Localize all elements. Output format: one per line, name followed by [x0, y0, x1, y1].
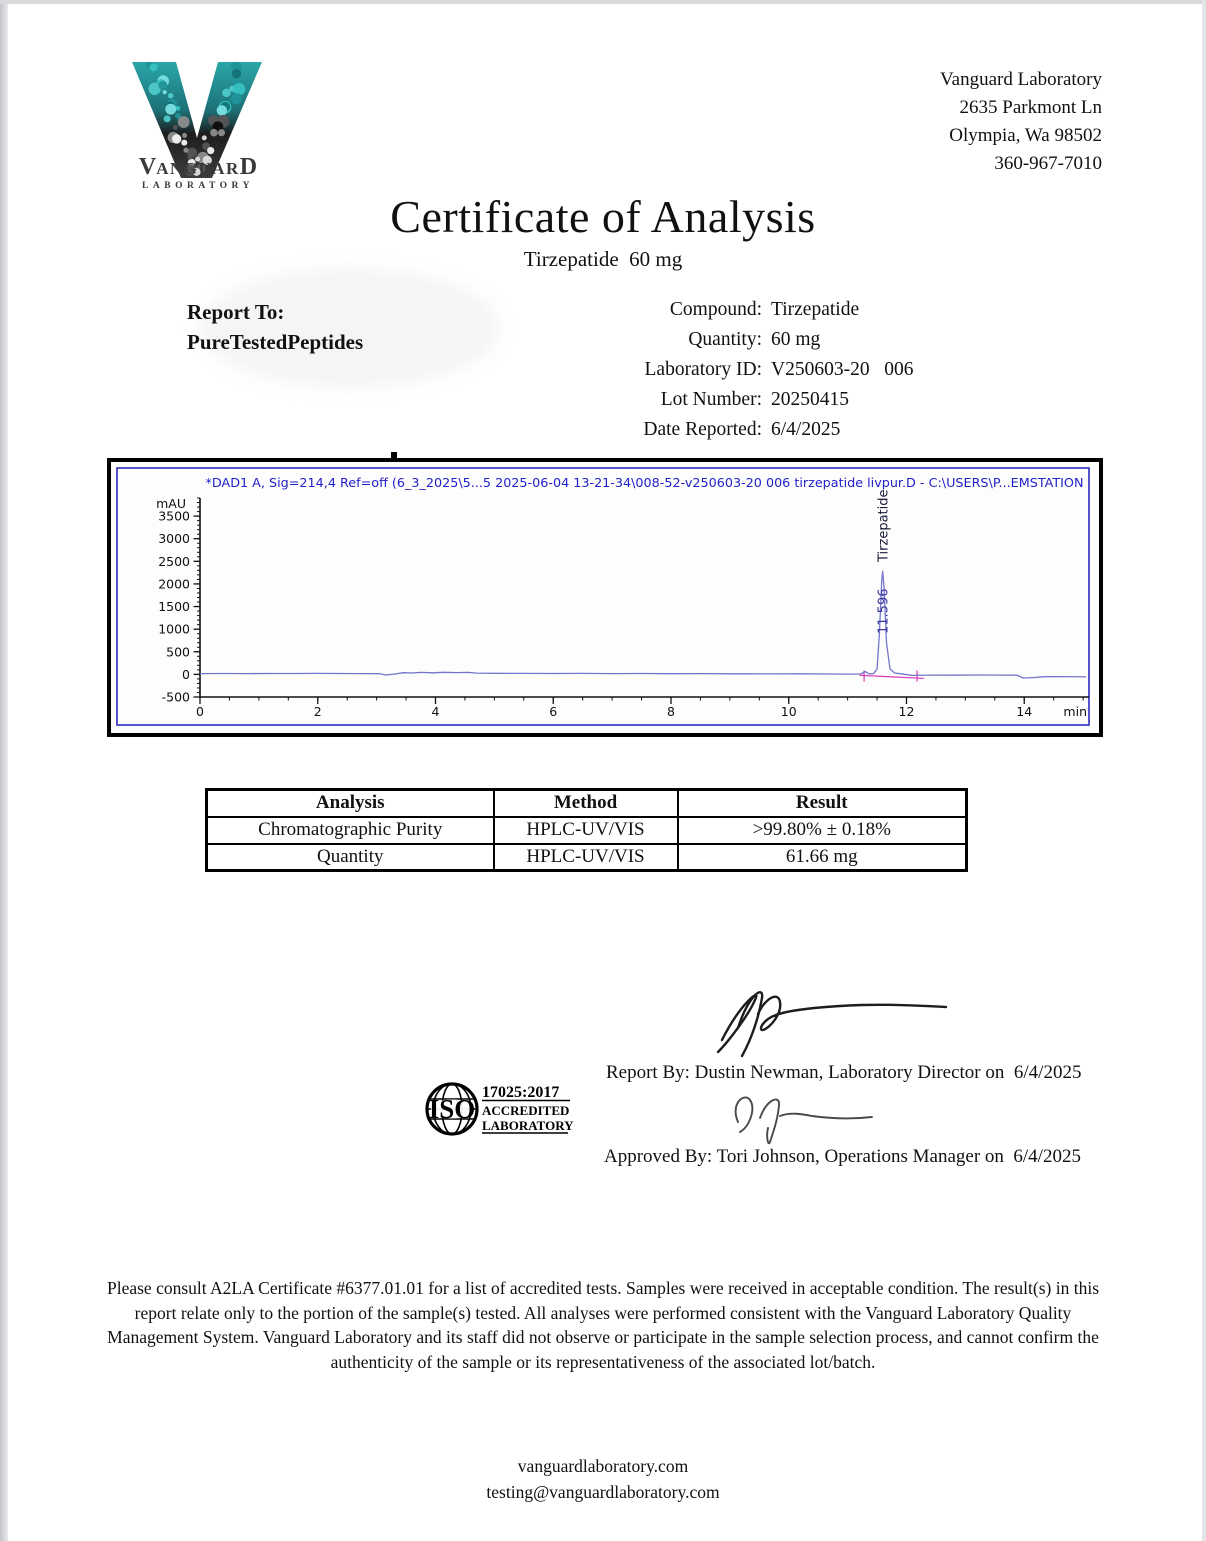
table-cell: >99.80% ± 0.18% — [678, 817, 967, 844]
results-table — [205, 788, 968, 872]
table-cell: Quantity — [207, 844, 494, 871]
table-row — [207, 817, 967, 844]
svg-text:2: 2 — [313, 704, 322, 719]
svg-text:3000: 3000 — [158, 531, 190, 547]
svg-text:2500: 2500 — [158, 553, 190, 569]
approved-by-signature — [722, 1090, 892, 1148]
info-value: 60 mg — [771, 329, 821, 350]
svg-text:1000: 1000 — [158, 621, 190, 637]
svg-text:4: 4 — [431, 704, 440, 719]
svg-text:12: 12 — [898, 704, 915, 719]
chromatogram-panel — [107, 458, 1103, 737]
info-label: Date Reported: — [643, 419, 762, 440]
info-value: 6/4/2025 — [771, 419, 841, 440]
report-by-date: 6/4/2025 — [1013, 1062, 1082, 1083]
report-by-text: Report By: Dustin Newman, Laboratory Director on — [606, 1062, 1005, 1083]
svg-text:min: min — [1063, 704, 1087, 719]
info-label: Lot Number: — [660, 389, 762, 410]
scan-artifact-dot — [391, 452, 397, 458]
footer-website: vanguardlaboratory.com — [517, 1456, 689, 1476]
iso-globe-text: ISO — [428, 1094, 476, 1124]
disclaimer-text: Please consult A2LA Certificate #6377.01.01 for a list of accredited tests. Samples were received in acceptable condition. The result(s) in this report relate only to the portion of the sample(s) tested. All analyses were performed consistent with the Vanguard Laboratory Quality Management System. Vanguard Laboratory and its staff did not observe or participate in the sample selection process, and cannot confirm the authenticity of the sample or its representativeness of the associated lot/batch. — [106, 1278, 1100, 1372]
approved-by-line — [604, 1146, 1081, 1168]
chromatogram-chart — [111, 462, 1099, 733]
table-cell: 61.66 mg — [678, 844, 967, 871]
approved-by-date: 6/4/2025 — [1013, 1146, 1081, 1167]
info-label: Quantity: — [688, 329, 762, 350]
sample-info-grid — [440, 299, 913, 441]
lab-name: Vanguard Laboratory — [940, 69, 1102, 90]
svg-text:0: 0 — [182, 666, 190, 682]
iso-accreditation-badge — [424, 1078, 574, 1142]
svg-text:3500: 3500 — [158, 508, 190, 524]
info-value: Tirzepatide — [771, 299, 860, 320]
table-header: Analysis — [207, 790, 494, 817]
scan-edge-top — [0, 0, 1206, 4]
lab-phone: 360-967-7010 — [994, 153, 1102, 174]
report-to-block — [187, 297, 363, 357]
document-subtitle: Tirzepatide 60 mg — [523, 247, 683, 271]
report-by-signature — [700, 978, 980, 1062]
logo-subtext: LABORATORY — [142, 181, 254, 191]
approved-by-text: Approved By: Tori Johnson, Operations Manager on — [604, 1146, 1004, 1167]
svg-text:2000: 2000 — [158, 576, 190, 592]
svg-text:1500: 1500 — [158, 599, 190, 615]
report-to-label: Report To: — [187, 300, 285, 324]
table-row — [207, 844, 967, 871]
table-header: Method — [494, 790, 678, 817]
lab-city: Olympia, Wa 98502 — [949, 125, 1102, 146]
svg-text:-500: -500 — [161, 689, 190, 705]
table-cell: Chromatographic Purity — [207, 817, 494, 844]
peak-rt-label: 11.596 — [876, 588, 892, 634]
svg-text:mAU: mAU — [156, 496, 186, 511]
lab-street: 2635 Parkmont Ln — [959, 97, 1102, 118]
iso-standard-text: 17025:2017 — [482, 1084, 560, 1101]
info-label: Compound: — [669, 299, 762, 320]
svg-text:14: 14 — [1016, 704, 1033, 719]
iso-accredited-text: ACCREDITED — [482, 1103, 570, 1118]
table-header: Result — [678, 790, 967, 817]
peak-name-label: Tirzepatide — [876, 489, 892, 562]
footer-contact — [0, 1453, 1206, 1505]
svg-text:8: 8 — [667, 704, 675, 719]
svg-text:10: 10 — [780, 704, 797, 719]
table-cell: HPLC-UV/VIS — [494, 817, 678, 844]
footer-email: testing@vanguardlaboratory.com — [486, 1482, 720, 1502]
info-label: Laboratory ID: — [644, 359, 762, 380]
report-by-line — [606, 1062, 1081, 1084]
document-title: Certificate of Analysis — [390, 191, 816, 242]
logo-wordmark: VANGUARD — [138, 154, 258, 180]
svg-text:6: 6 — [549, 704, 558, 719]
report-to-name: PureTestedPeptides — [187, 330, 364, 354]
lab-address-block — [940, 66, 1102, 178]
table-cell: HPLC-UV/VIS — [494, 844, 678, 871]
svg-text:*DAD1 A, Sig=214,4 Ref=off (6_: *DAD1 A, Sig=214,4 Ref=off (6_3_2025\5...5 2025-06-04 13-21-34\008-52-v250603-20 006 tirzepatide livpur.D - C:\USERS\P...EMSTATION — [205, 476, 1084, 490]
vanguard-logo — [118, 48, 278, 200]
info-value: 20250415 — [771, 389, 849, 410]
svg-text:500: 500 — [166, 644, 190, 660]
title-block — [0, 190, 1206, 272]
svg-text:0: 0 — [196, 704, 204, 719]
iso-laboratory-text: LABORATORY — [482, 1118, 574, 1133]
info-value: V250603-20 006 — [771, 359, 914, 380]
